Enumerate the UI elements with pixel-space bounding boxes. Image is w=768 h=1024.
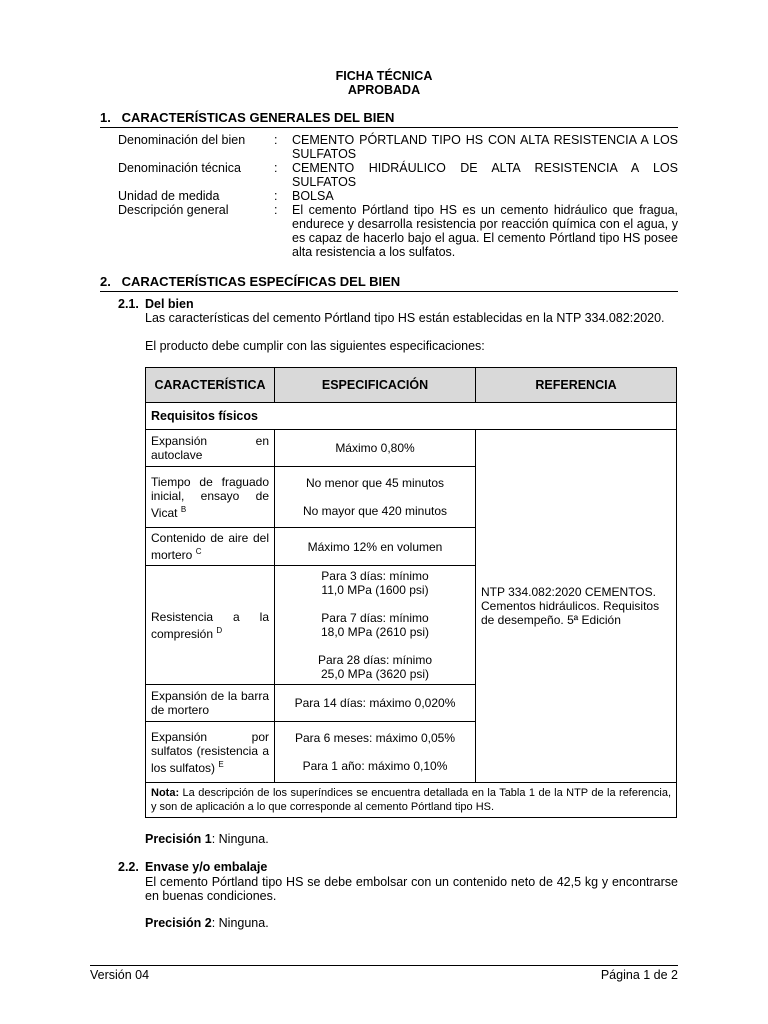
specification-cell [275,566,476,685]
general-separator: : [274,189,278,203]
specification-cell [275,430,476,467]
characteristic-name: Expansión de la barra de mortero [151,689,269,717]
spec-line: Para 14 días: máximo 0,020% [294,696,456,710]
general-row [118,133,678,161]
section-2-heading [100,274,678,292]
table-header-row [146,368,677,403]
general-separator: : [274,161,278,175]
title-line-1: FICHA TÉCNICA [335,69,433,83]
characteristic-name: Expansión por sulfatos (resistencia a los sulfatos) [151,729,269,775]
spec-line: Para 3 días: mínimo [321,569,429,583]
specifications-intro: El producto debe cumplir con las siguientes especificaciones: [145,339,485,353]
table-row [146,430,677,467]
precision-1-label: Precisión 1 [145,832,212,846]
specifications-table [145,367,677,818]
spec-line: 18,0 MPa (2610 psi) [320,625,430,639]
superscript: E [218,759,224,769]
characteristic-cell [146,685,275,722]
characteristic-cell [146,566,275,685]
table-group-row [146,403,677,430]
reference-cell: NTP 334.082:2020 CEMENTOS. Cementos hidráulicos. Requisitos de desempeño. 5ª Edición [476,430,677,783]
subsection-2-2-heading [118,860,267,874]
spec-line: Para 28 días: mínimo [317,653,433,667]
header-specification: ESPECIFICACIÓN [275,368,476,403]
table-note [146,783,677,818]
subsection-2-1-paragraph: Las características del cemento Pórtland tipo HS están establecidas en la NTP 334.082:2020. [145,311,665,325]
section-1-number: 1. [100,110,111,125]
general-characteristics [118,133,678,259]
specification-cell [275,528,476,566]
superscript: B [180,504,187,514]
general-separator: : [274,203,278,217]
spec-line: Para 6 meses: máximo 0,05% [294,731,456,745]
title-line-2: APROBADA [347,83,421,97]
subsection-2-2-number: 2.2. [118,860,139,874]
characteristic-cell [146,430,275,467]
specification-cell [275,722,476,783]
subsection-2-1-heading [118,297,194,311]
precision-2-text: : Ninguna. [211,916,269,930]
general-label: Denominación del bien [118,133,246,147]
characteristic-cell [146,528,275,566]
spec-line: Máximo 12% en volumen [307,539,443,554]
group-physical-requirements: Requisitos físicos [146,403,677,430]
precision-2-label: Precisión 2 [145,916,212,930]
section-2-number: 2. [100,274,111,289]
subsection-2-2-title: Envase y/o embalaje [145,860,268,874]
document-title [0,69,768,97]
section-1-title: CARACTERÍSTICAS GENERALES DEL BIEN [121,110,395,125]
subsection-2-1-number: 2.1. [118,297,139,311]
subsection-2-2-paragraph: El cemento Pórtland tipo HS se debe embolsar con un contenido neto de 42,5 kg y encontrarse en buenas condiciones. [145,875,678,903]
subsection-2-1-title: Del bien [145,297,194,311]
specification-cell [275,467,476,528]
spec-line: Para 1 año: máximo 0,10% [302,759,448,773]
superscript: D [216,625,223,635]
characteristic-name: Expansión en autoclave [151,434,269,462]
spec-line: Para 7 días: mínimo [321,611,429,625]
superscript: C [195,547,202,556]
precision-1-text: : Ninguna. [211,832,269,846]
characteristic-cell [146,467,275,528]
section-1-heading [100,110,678,128]
specification-cell [275,685,476,722]
general-value: BOLSA [292,189,334,203]
header-reference: REFERENCIA [476,368,677,403]
general-row [118,189,678,203]
general-value: CEMENTO HIDRÁULICO DE ALTA RESISTENCIA A LOS SULFATOS [292,161,678,189]
footer-page-number: Página 1 de 2 [600,968,678,982]
general-row [118,161,678,189]
note-text: La descripción de los superíndices se encuentra detallada en la Tabla 1 de la NTP de la referencia, y son de aplicación a lo que corresponde al cemento Pórtland tipo HS. [151,787,671,813]
spec-line: No menor que 45 minutos [305,476,445,490]
note-label: Nota: [151,787,180,799]
footer-version: Versión 04 [90,968,150,982]
general-separator: : [274,133,278,147]
spec-line: No mayor que 420 minutos [302,504,448,518]
general-label: Descripción general [118,203,229,217]
table-note-row [146,783,677,818]
characteristic-name: Resistencia a la compresión [151,609,269,641]
precision-1 [145,832,269,846]
page-footer [90,965,678,982]
general-value: El cemento Pórtland tipo HS es un cemento hidráulico que fragua, endurece y desarrolla resistencia por reacción química con el agua, y es capaz de hacerlo bajo el agua. El cemento Pórtland tipo HS posee alta resistencia a los sulfatos. [292,203,678,259]
general-label: Denominación técnica [118,161,241,175]
spec-line: 25,0 MPa (3620 psi) [320,667,430,681]
characteristic-name: Contenido de aire del mortero [151,531,269,562]
general-label: Unidad de medida [118,189,220,203]
spec-line: Máximo 0,80% [335,441,415,455]
section-2-title: CARACTERÍSTICAS ESPECÍFICAS DEL BIEN [121,274,401,289]
precision-2 [145,916,269,930]
characteristic-name: Tiempo de fraguado inicial, ensayo de Vicat [151,474,269,520]
general-value: CEMENTO PÓRTLAND TIPO HS CON ALTA RESISTENCIA A LOS SULFATOS [292,133,678,161]
characteristic-cell [146,722,275,783]
spec-line: 11,0 MPa (1600 psi) [321,583,429,597]
header-characteristic: CARACTERÍSTICA [146,368,275,403]
general-row [118,203,678,259]
